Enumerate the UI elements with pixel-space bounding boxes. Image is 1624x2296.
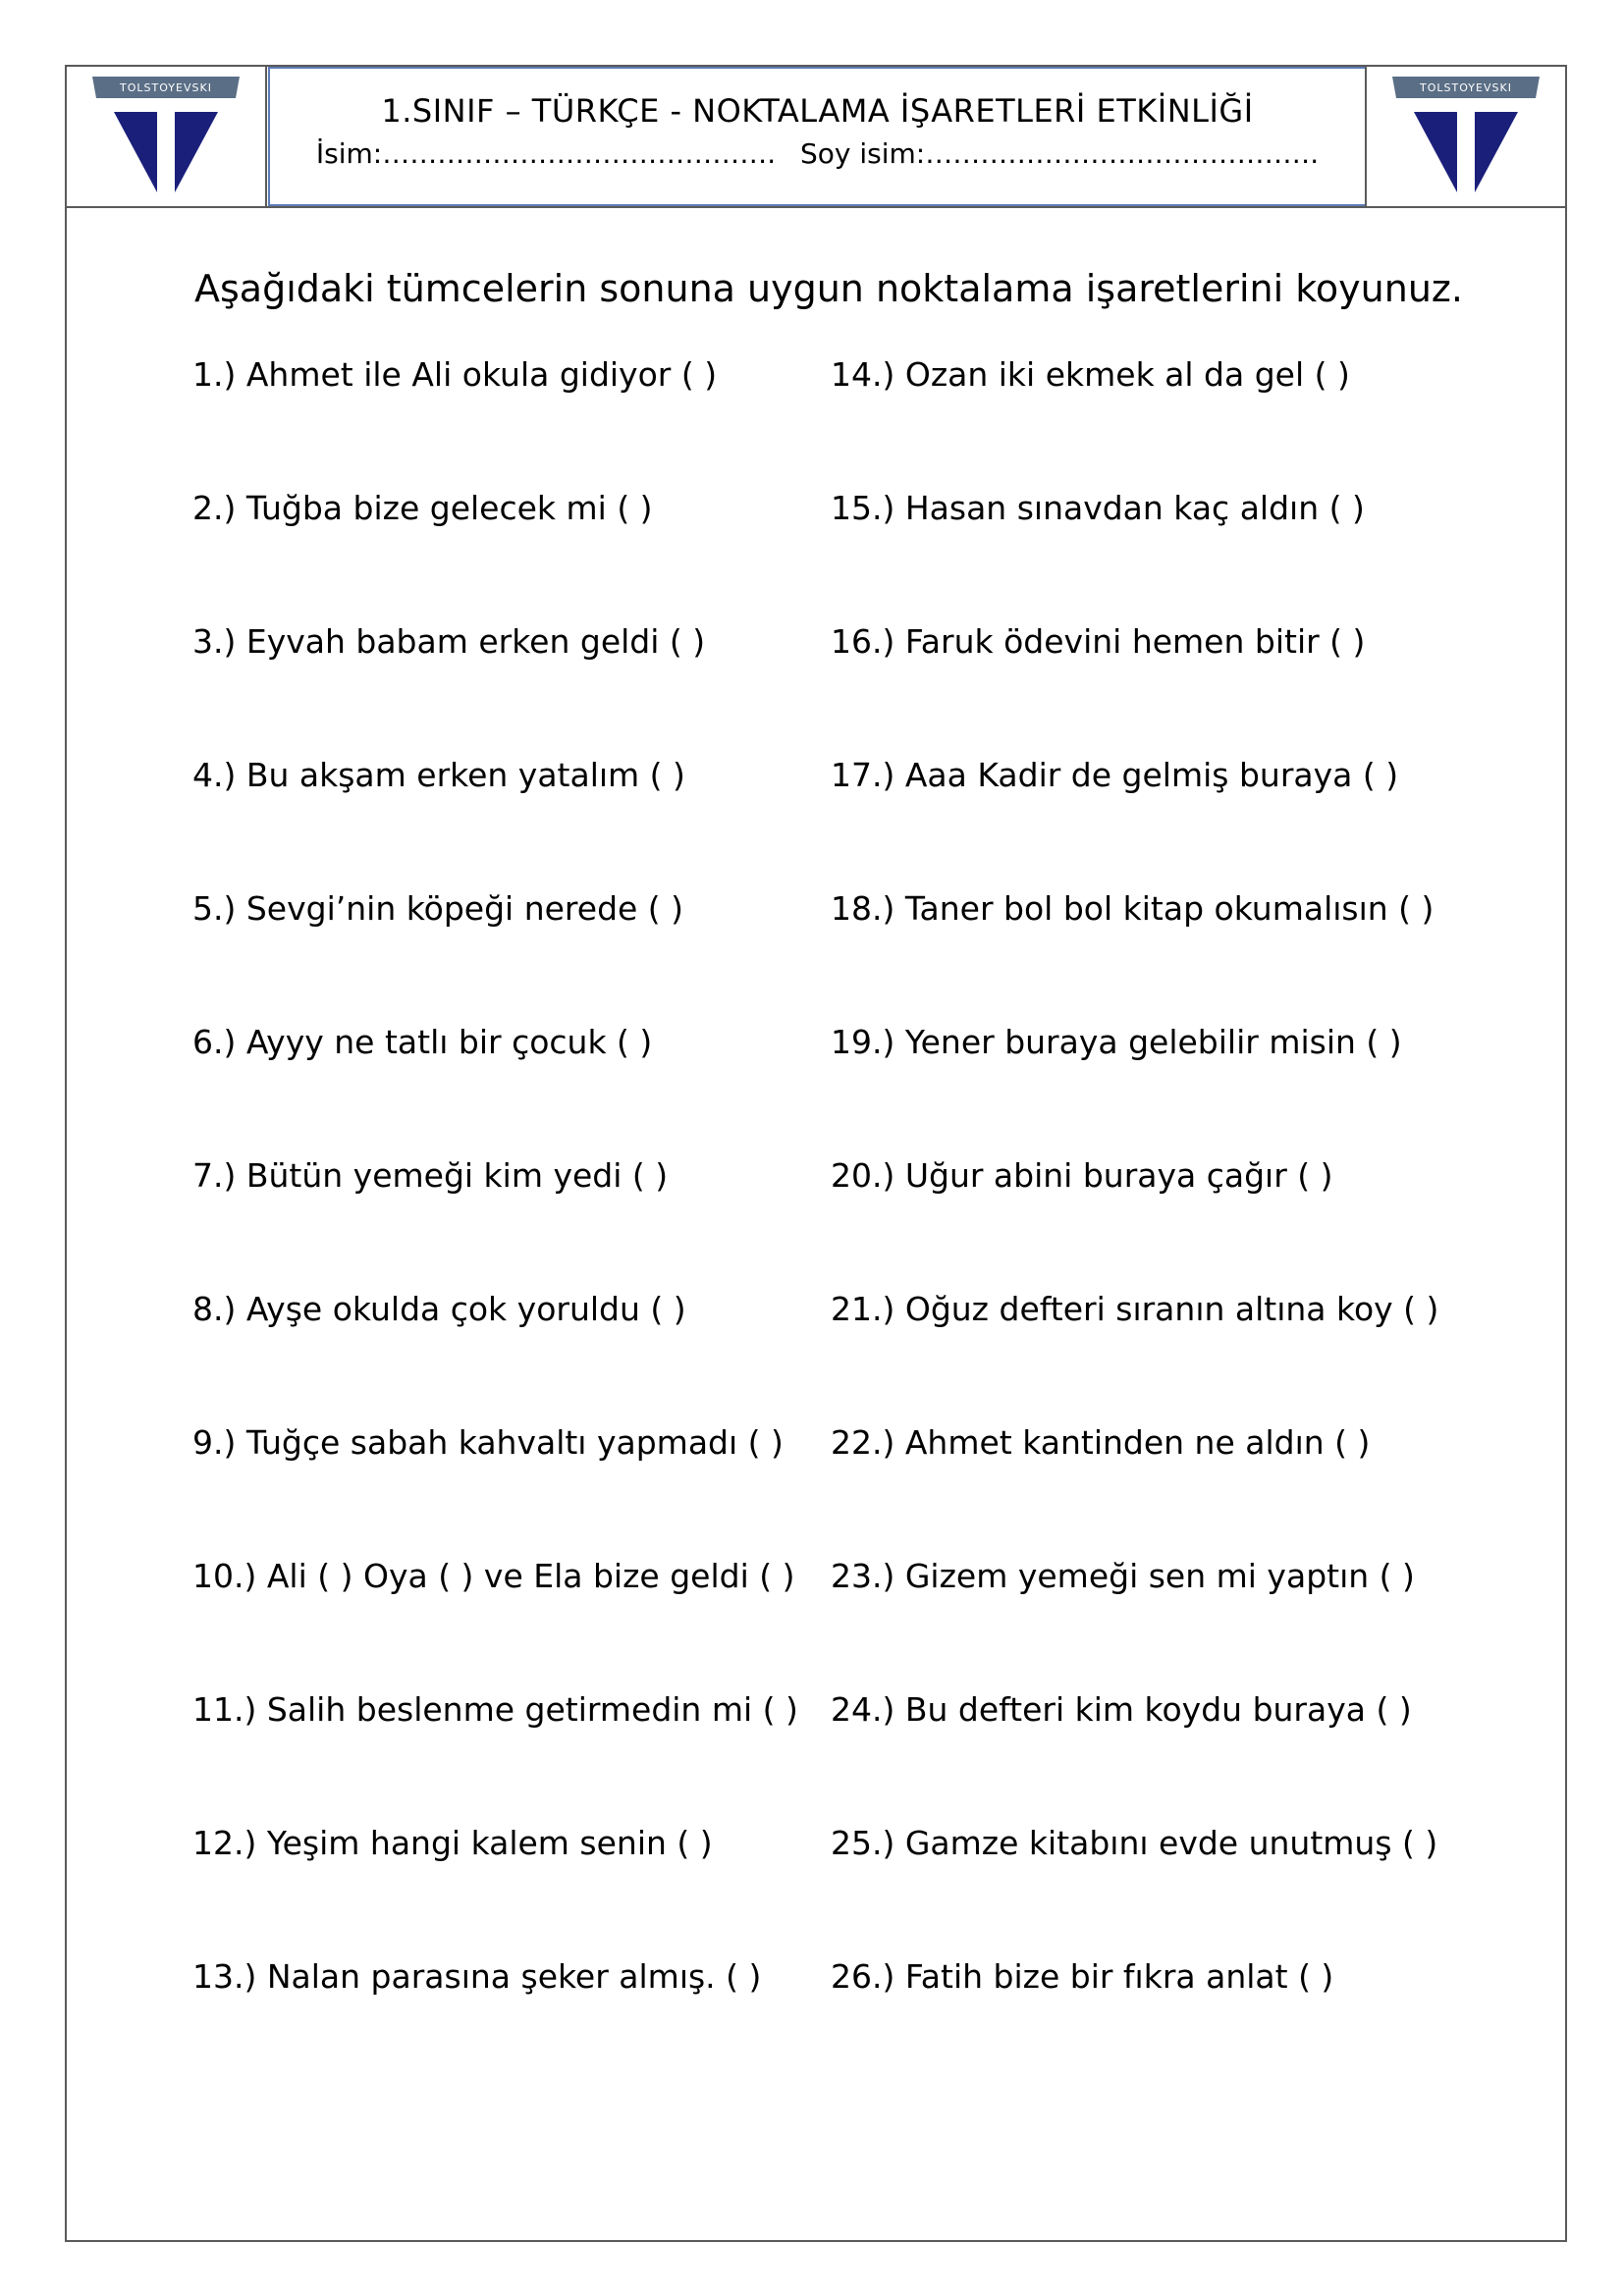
svg-text:TOLSTOYEVSKI: TOLSTOYEVSKI (120, 81, 212, 94)
title-box (268, 67, 1367, 206)
exercise-item[interactable]: 24.) Bu defteri kim koydu buraya ( ) (831, 1690, 1412, 1729)
exercise-item[interactable]: 3.) Eyvah babam erken geldi ( ) (192, 622, 706, 661)
exercise-item[interactable]: 18.) Taner bol bol kitap okumalısın ( ) (831, 889, 1435, 928)
name-field[interactable]: İsim:……………………………………. (315, 137, 777, 170)
logo-left (67, 67, 267, 206)
logo-right (1365, 67, 1565, 206)
exercise-item[interactable]: 8.) Ayşe okulda çok yoruldu ( ) (192, 1290, 686, 1328)
page-title: 1.SINIF – TÜRKÇE - NOKTALAMA İŞARETLERİ ETKİNLİĞİ (381, 92, 1254, 130)
exercise-item[interactable]: 4.) Bu akşam erken yatalım ( ) (192, 756, 685, 794)
right-column (831, 355, 1538, 2091)
exercise-item[interactable]: 11.) Salih beslenme getirmedin mi ( ) (192, 1690, 798, 1729)
exercise-item[interactable]: 1.) Ahmet ile Ali okula gidiyor ( ) (192, 355, 718, 394)
exercise-item[interactable]: 19.) Yener buraya gelebilir misin ( ) (831, 1023, 1402, 1061)
exercise-item[interactable]: 10.) Ali ( ) Oya ( ) ve Ela bize geldi ( ) (192, 1557, 795, 1595)
exercise-item[interactable]: 26.) Fatih bize bir fıkra anlat ( ) (831, 1957, 1334, 1996)
exercise-item[interactable]: 23.) Gizem yemeği sen mi yaptın ( ) (831, 1557, 1415, 1595)
tolstoyevski-logo-icon (1392, 77, 1540, 194)
exercise-item[interactable]: 20.) Uğur abini buraya çağır ( ) (831, 1156, 1333, 1195)
exercise-item[interactable]: 21.) Oğuz defteri sıranın altına koy ( ) (831, 1290, 1439, 1328)
exercise-item[interactable]: 6.) Ayyy ne tatlı bir çocuk ( ) (192, 1023, 653, 1061)
svg-text:TOLSTOYEVSKI: TOLSTOYEVSKI (1420, 81, 1512, 94)
exercise-item[interactable]: 16.) Faruk ödevini hemen bitir ( ) (831, 622, 1366, 661)
exercise-item[interactable]: 15.) Hasan sınavdan kaç aldın ( ) (831, 489, 1365, 527)
exercise-item[interactable]: 22.) Ahmet kantinden ne aldın ( ) (831, 1423, 1371, 1462)
exercise-item[interactable]: 9.) Tuğçe sabah kahvaltı yapmadı ( ) (192, 1423, 784, 1462)
surname-field[interactable]: Soy isim:……………………………………. (800, 137, 1320, 170)
exercise-item[interactable]: 25.) Gamze kitabını evde unutmuş ( ) (831, 1824, 1438, 1862)
tolstoyevski-logo-icon (92, 77, 240, 194)
name-line (270, 137, 1365, 170)
exercise-item[interactable]: 5.) Sevgi’nin köpeği nerede ( ) (192, 889, 684, 928)
instruction-text: Aşağıdaki tümcelerin sonuna uygun noktalama işaretlerini koyunuz. (194, 267, 1463, 310)
left-column (192, 355, 831, 2091)
exercise-item[interactable]: 17.) Aaa Kadir de gelmiş buraya ( ) (831, 756, 1399, 794)
exercise-item[interactable]: 14.) Ozan iki ekmek al da gel ( ) (831, 355, 1350, 394)
exercise-item[interactable]: 13.) Nalan parasına şeker almış. ( ) (192, 1957, 762, 1996)
exercise-item[interactable]: 2.) Tuğba bize gelecek mi ( ) (192, 489, 653, 527)
exercise-item[interactable]: 12.) Yeşim hangi kalem senin ( ) (192, 1824, 713, 1862)
worksheet-header (67, 67, 1565, 208)
exercise-item[interactable]: 7.) Bütün yemeği kim yedi ( ) (192, 1156, 669, 1195)
